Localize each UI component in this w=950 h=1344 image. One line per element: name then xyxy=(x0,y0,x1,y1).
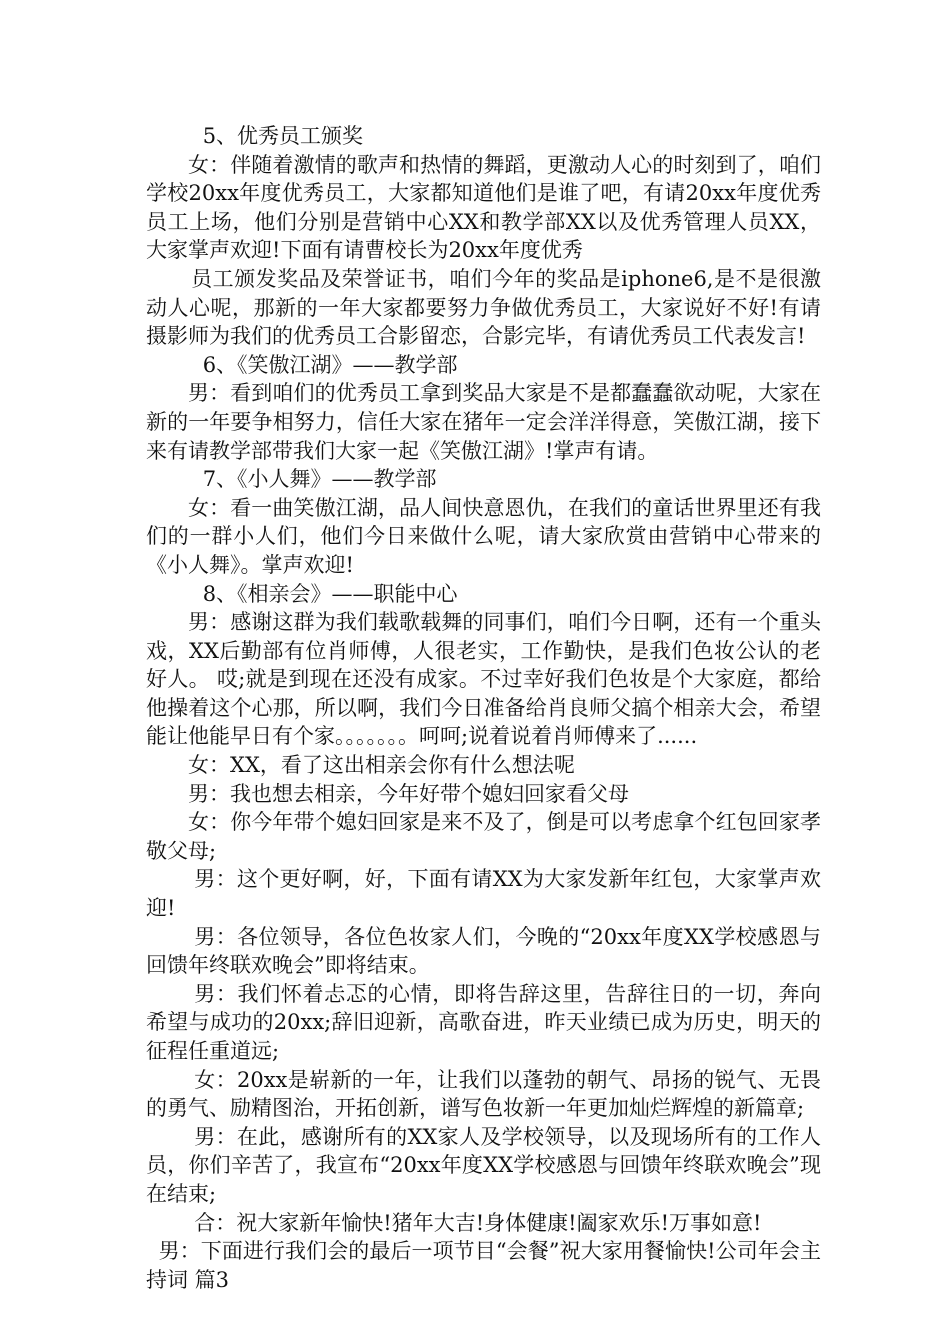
section-heading: 5、优秀员工颁奖 xyxy=(202,124,364,148)
paragraph: 男：看到咱们的优秀员工拿到奖品大家是不是都蠢蠢欲动呢，大家在新的一年要争相努力，信任大家在猪年一定会洋洋得意，笑傲江湖，接下来有请教学部带我们大家一起《笑傲江湖》!掌声有请。 xyxy=(146,381,821,463)
section-heading: 6、《笑傲江湖》——教学部 xyxy=(202,352,458,377)
paragraph: 员工颁发奖品及荣誉证书，咱们今年的奖品是iphone6,是不是很激动人心呢，那新的一年大家都要努力争做优秀员工，大家说好不好!有请摄影师为我们的优秀员工合影留恋，合影完毕，有请优秀员工代表发言! xyxy=(146,266,821,349)
paragraph: 女：伴随着激情的歌声和热情的舞蹈，更激动人心的时刻到了，咱们学校20xx年度优秀员工，大家都知道他们是谁了吧，有请20xx年度优秀员工上场，他们分别是营销中心XX和教学部XX以及优秀管理人员XX，大家掌声欢迎!下面有请曹校长为20xx年度优秀 xyxy=(146,152,821,263)
paragraph: 女：你今年带个媳妇回家是来不及了，倒是可以考虑拿个红包回家孝敬父母; xyxy=(146,810,821,863)
paragraph: 男：我们怀着忐忑的心情，即将告辞这里，告辞往日的一切，奔向希望与成功的20xx;辞旧迎新，高歌奋进，昨天业绩已成为历史，明天的征程任重道远; xyxy=(146,981,821,1063)
paragraph: 合：祝大家新年愉快!猪年大吉!身体健康!阖家欢乐!万事如意! xyxy=(194,1210,762,1235)
paragraph: 男：感谢这群为我们载歌载舞的同事们，咱们今日啊，还有一个重头戏，XX后勤部有位肖师傅，人很老实，工作勤快，是我们色妆公认的老好人。 哎;就是到现在还没有成家。不过幸好我们色妆是个大家庭，都给他操着这个心那，所以啊，我们今日准备给肖良师父搞个相亲大会，希望能让他能早日有个家。。。。。。。呵呵;说着说着肖师傅来了...... xyxy=(146,610,821,749)
paragraph: 男：这个更好啊，好，下面有请XX为大家发新年红包，大家掌声欢迎! xyxy=(146,867,821,921)
paragraph: 男：我也想去相亲，今年好带个媳妇回家看父母 xyxy=(188,781,629,806)
paragraph: 男：下面进行我们会的最后一项节目“会餐”祝大家用餐愉快!公司年会主持词 篇3 xyxy=(146,1239,821,1292)
paragraph: 男：各位领导，各位色妆家人们，今晚的“20xx年度XX学校感恩与回馈年终联欢晚会”即将结束。 xyxy=(146,924,821,978)
paragraph: 女：看一曲笑傲江湖，品人间快意恩仇，在我们的童话世界里还有我们的一群小人们，他们今日来做什么呢，请大家欣赏由营销中心带来的《小人舞》。掌声欢迎! xyxy=(146,495,821,577)
document-body xyxy=(146,122,821,1294)
paragraph: 女：XX，看了这出相亲会你有什么想法呢 xyxy=(188,753,575,778)
section-heading: 8、《相亲会》——职能中心 xyxy=(202,581,458,606)
section-heading: 7、《小人舞》——教学部 xyxy=(202,467,437,492)
paragraph: 女：20xx是崭新的一年，让我们以蓬勃的朝气、昂扬的锐气、无畏的勇气、励精图治，开拓创新，谱写色妆新一年更加灿烂辉煌的新篇章; xyxy=(146,1067,821,1121)
paragraph: 男：在此，感谢所有的XX家人及学校领导，以及现场所有的工作人员，你们辛苦了，我宣布“20xx年度XX学校感恩与回馈年终联欢晚会”现在结束; xyxy=(146,1124,821,1206)
